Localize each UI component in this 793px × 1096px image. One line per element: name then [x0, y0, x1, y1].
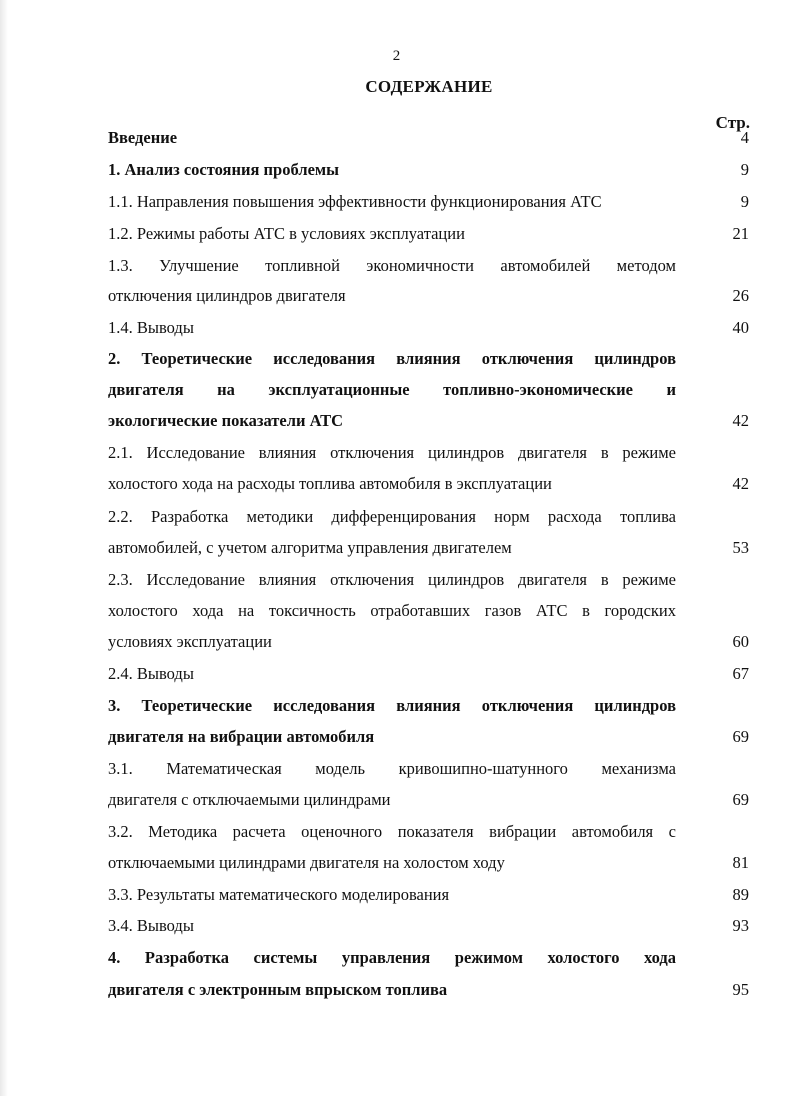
document-title: СОДЕРЖАНИЕ [365, 77, 493, 96]
toc-entry-line: 1.1. Направления повышения эффективности функционирования АТС [108, 192, 602, 211]
page-number: 2 [392, 48, 401, 64]
toc-entry-line: 1. Анализ состояния проблемы [108, 160, 340, 179]
toc-entry-page: 40 [732, 318, 749, 337]
toc-entry-line: 2.4. Выводы [108, 664, 194, 683]
toc-entry-line: 2.3. Исследование влияния отключения цилиндров двигателя в режиме [108, 570, 676, 589]
toc-entry-page: 4 [740, 128, 749, 147]
toc-entry-line: 2. Теоретические исследования влияния отключения цилиндров [108, 349, 676, 368]
toc-entry-line: отключения цилиндров двигателя [108, 286, 346, 305]
toc-entry-line: автомобилей, с учетом алгоритма управления двигателем [108, 538, 512, 557]
toc-entry-page: 9 [740, 160, 749, 179]
toc-entry-line: 1.4. Выводы [108, 318, 194, 337]
toc-entry-page: 89 [732, 885, 749, 904]
toc-entry-page: 69 [732, 727, 749, 746]
toc-entry-page: 67 [732, 664, 749, 683]
toc-entry-page: 21 [732, 224, 749, 243]
toc-entry-line: 2.1. Исследование влияния отключения цилиндров двигателя в режиме [108, 443, 676, 462]
toc-entry-page: 9 [740, 192, 749, 211]
toc-entry-line: 3.2. Методика расчета оценочного показателя вибрации автомобиля с [108, 822, 676, 841]
toc-entry-line: Введение [108, 128, 178, 147]
toc-entry-line: экологические показатели АТС [108, 411, 343, 430]
toc-entry-line: 3.3. Результаты математического моделирования [108, 885, 450, 904]
toc-entry-line: двигателя на вибрации автомобиля [108, 727, 375, 746]
toc-entry-page: 81 [732, 853, 749, 872]
toc-entry-page: 69 [732, 790, 749, 809]
toc-entry-line: 2.2. Разработка методики дифференцирования норм расхода топлива [108, 507, 676, 526]
toc-entry-page: 42 [732, 411, 749, 430]
toc-entry-line: 3. Теоретические исследования влияния отключения цилиндров [108, 696, 676, 715]
toc-entry-line: 4. Разработка системы управления режимом холостого хода [108, 948, 676, 967]
toc-entry-line: двигателя на эксплуатационные топливно-экономические и [108, 380, 676, 399]
toc-entry-line: двигателя с электронным впрыском топлива [108, 980, 448, 999]
toc-entry-line: отключаемыми цилиндрами двигателя на холостом ходу [108, 853, 505, 872]
toc-entry-page: 53 [732, 538, 749, 557]
toc-entry-line: холостого хода на расходы топлива автомобиля в эксплуатации [108, 474, 552, 493]
toc-entry-line: 1.2. Режимы работы АТС в условиях эксплуатации [108, 224, 465, 243]
toc-entry-line: холостого хода на токсичность отработавших газов АТС в городских [108, 601, 676, 620]
toc-entry-line: 3.1. Математическая модель кривошипно-шатунного механизма [108, 759, 676, 778]
toc-entry-page: 26 [732, 286, 749, 305]
toc-entry-page: 60 [732, 632, 749, 651]
toc-entry-page: 42 [732, 474, 749, 493]
toc-entry-page: 95 [732, 980, 749, 999]
toc-entry-page: 93 [732, 916, 749, 935]
toc-entry-line: условиях эксплуатации [108, 632, 272, 651]
toc-entry-line: 3.4. Выводы [108, 916, 194, 935]
toc-entry-line: двигателя с отключаемыми цилиндрами [108, 790, 391, 809]
page-column-label: Стр. [715, 113, 750, 132]
toc-entry-line: 1.3. Улучшение топливной экономичности автомобилей методом [108, 256, 676, 275]
